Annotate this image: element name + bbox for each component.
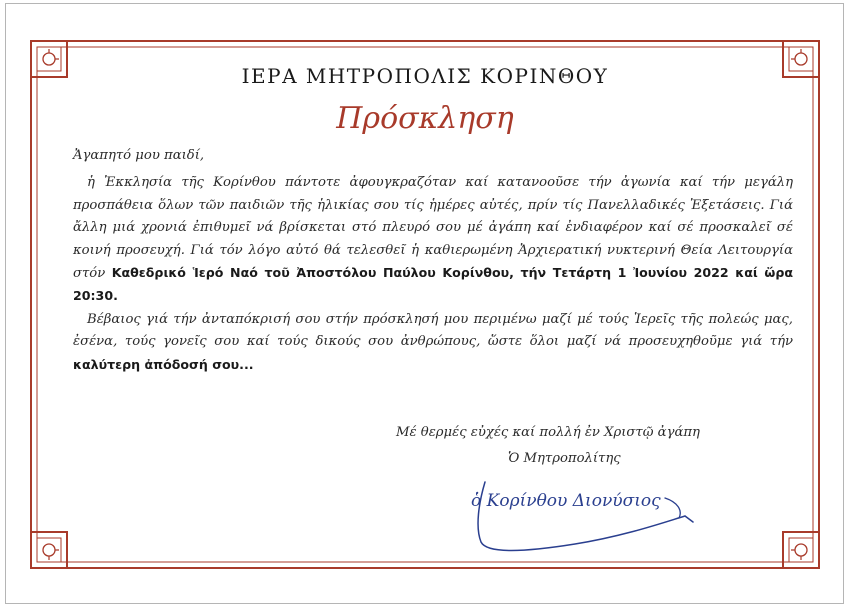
signoff-title: Ὁ Μητροπολίτης [508,451,621,466]
paragraph-prayer-text: Βέβαιος γιά τήν ἀνταπόκρισή σου στήν πρόσκλησή μου περιμένω μαζί μέ τούς Ἱερεῖς τῆς πολεώς μας, ἐσένα, τούς γονεῖς σου καί τούς δικούς σου ἀνθρώπους, ὥστε ὅλοι μαζί νά προσευχηθοῦμε γιά τήν [73,311,793,350]
prayer-emphasis: καλύτερη ἀπόδοσή σου... [73,356,254,372]
paragraph-prayer [73,309,793,377]
service-details: Καθεδρικό Ἱερό Ναό τοῦ Ἀποστόλου Παύλου Κορίνθου, τήν Τετάρτη 1 Ἰουνίου 2022 καί ὥρα 20:30. [73,265,794,304]
signature-stroke [665,498,680,518]
metropolis-heading: ΙΕΡΑ ΜΗΤΡΟΠΟΛΙΣ ΚΟΡΙΝΘΟΥ [241,64,609,88]
corner-ornament-bottom-right [783,532,819,568]
handwritten-signature [465,472,725,562]
paragraph-invitation-text: ἡ Ἐκκλησία τῆς Κορίνθου πάντοτε ἀφουγκραζόταν καί κατανοοῦσε τήν ἀγωνία καί τήν μεγάλη προσπάθεια ὅλων τῶν παιδιῶν τῆς ἡλικίας σου τίς ἡμέρες αὐτές, πρίν τίς Πανελλαδικές Ἐξετάσεις. Γιά ἄλλη μιά χρονιά ἐπιθυμεῖ νά βρίσκεται στό πλευρό σου μέ ἀγάπη καί ἐνδιαφέρον καί σέ προσκαλεῖ σέ κοινή προσευχή. Γιά τόν λόγο αὐτό θά τελεσθεῖ ἡ καθιερωμένη Ἀρχιερατική νυκτερινή Θεία Λειτουργία στόν [73,175,793,282]
letter-body [73,145,793,377]
signature-text: ὁ Κορίνθου Διονύσιος [471,491,661,511]
corner-ornament-bottom-left [31,532,67,568]
closing-wishes: Μέ θερμές εὐχές καί πολλή ἐν Χριστῷ ἀγάπη [396,425,700,440]
greeting: Ἀγαπητό μου παιδί, [73,148,205,163]
invitation-title: Πρόσκληση [336,101,514,136]
paragraph-invitation [73,172,793,308]
